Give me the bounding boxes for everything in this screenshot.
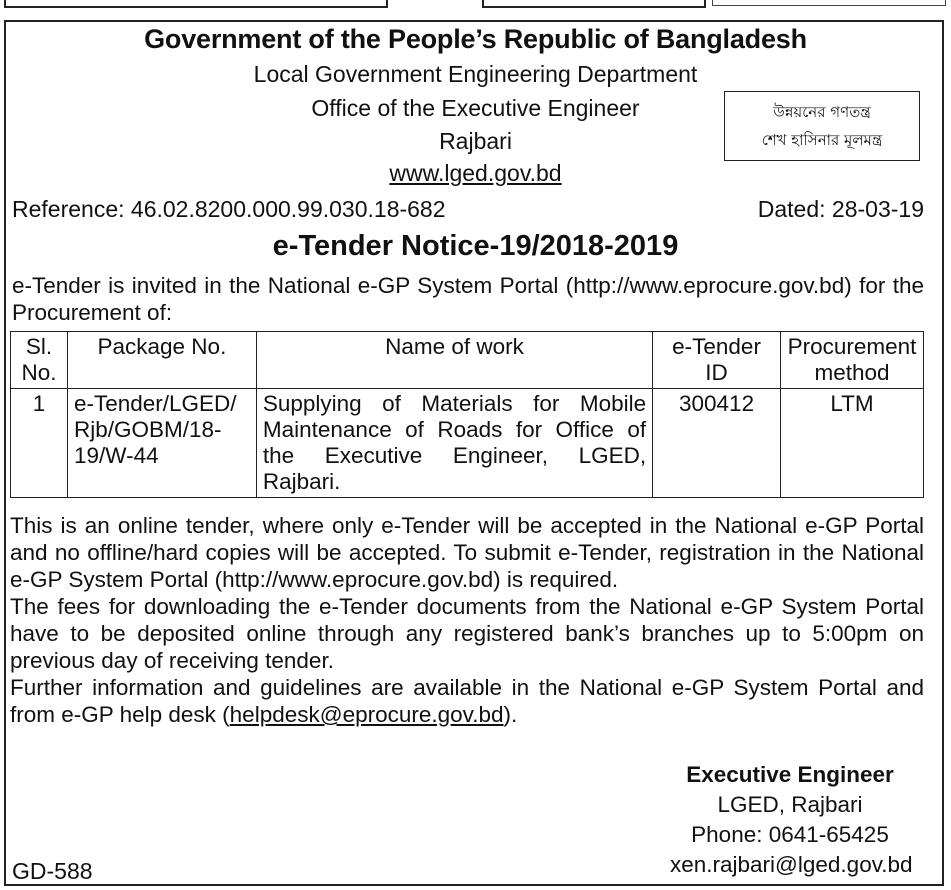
top-border-fragment-mid <box>482 0 706 8</box>
paragraph-fees: The fees for downloading the e-Tender documents from the National e-GP System Portal have to be deposited online through any registered bank’s branches up to 5:00pm on previous day of receiving tender. <box>10 594 924 673</box>
reference-number: Reference: 46.02.8200.000.99.030.18-682 <box>12 196 446 222</box>
header-method: Procurement method <box>780 332 923 389</box>
website-link[interactable] <box>0 160 951 187</box>
dated: Dated: 28-03-19 <box>757 196 924 222</box>
top-border-fragment-right <box>712 0 946 6</box>
office-location: Rajbari <box>439 128 512 154</box>
website-text[interactable]: www.lged.gov.bd <box>389 160 562 186</box>
office-name: Office of the Executive Engineer <box>311 95 640 121</box>
signatory-title: Executive Engineer <box>686 762 894 787</box>
signatory-phone: Phone: 0641-65425 <box>691 822 889 847</box>
footer-code: GD-588 <box>12 858 93 884</box>
paragraph-further-info <box>10 674 924 728</box>
cell-method: LTM <box>780 389 923 498</box>
cell-tender-id: 300412 <box>653 389 781 498</box>
further-info-suffix: ). <box>503 702 518 727</box>
header-sl: Sl. No. <box>11 332 68 389</box>
department-name: Local Government Engineering Department <box>253 61 698 87</box>
header-work: Name of work <box>256 332 652 389</box>
cell-package: e-Tender/LGED/ Rjb/GOBM/18-19/W-44 <box>67 389 256 498</box>
cell-work: Supplying of Materials for Mobile Maintenance of Roads for Office of the Executive Engineer, LGED, Rajbari. <box>256 389 652 498</box>
header-tender-id: e-Tender ID <box>653 332 781 389</box>
notice-title: e-Tender Notice-19/2018-2019 <box>272 230 679 262</box>
helpdesk-email-link[interactable]: helpdesk@eprocure.gov.bd <box>229 702 504 727</box>
further-info-text: Further information and guidelines are available in the National e-GP System Portal and from e-GP help desk ( <box>10 675 924 727</box>
government-title: Government of the People’s Republic of Bangladesh <box>144 24 807 54</box>
slogan-line-2: শেখ হাসিনার মূলমন্ত্র <box>761 131 883 149</box>
cell-sl: 1 <box>11 389 68 498</box>
signatory-email[interactable]: xen.rajbari@lged.gov.bd <box>670 852 913 877</box>
top-border-fragment-left <box>4 0 388 8</box>
tender-table <box>10 331 924 498</box>
table-row <box>11 389 924 498</box>
signature-block <box>670 760 913 880</box>
table-header-row <box>11 332 924 389</box>
intro-text: e-Tender is invited in the National e-GP System Portal (http://www.eprocure.gov.bd) for the Procurement of: <box>12 273 924 325</box>
paragraph-online-tender: This is an online tender, where only e-Tender will be accepted in the National e-GP Portal and no offline/hard copies will be accepted. To submit e-Tender, registration in the National e-GP System Portal (http://www.eprocure.gov.bd) is required. <box>10 513 924 592</box>
header-package: Package No. <box>67 332 256 389</box>
slogan-line-1: উন্নয়নের গণতন্ত্র <box>773 103 871 121</box>
body-text <box>10 512 924 728</box>
signatory-office: LGED, Rajbari <box>717 792 863 817</box>
slogan-box <box>724 91 920 161</box>
